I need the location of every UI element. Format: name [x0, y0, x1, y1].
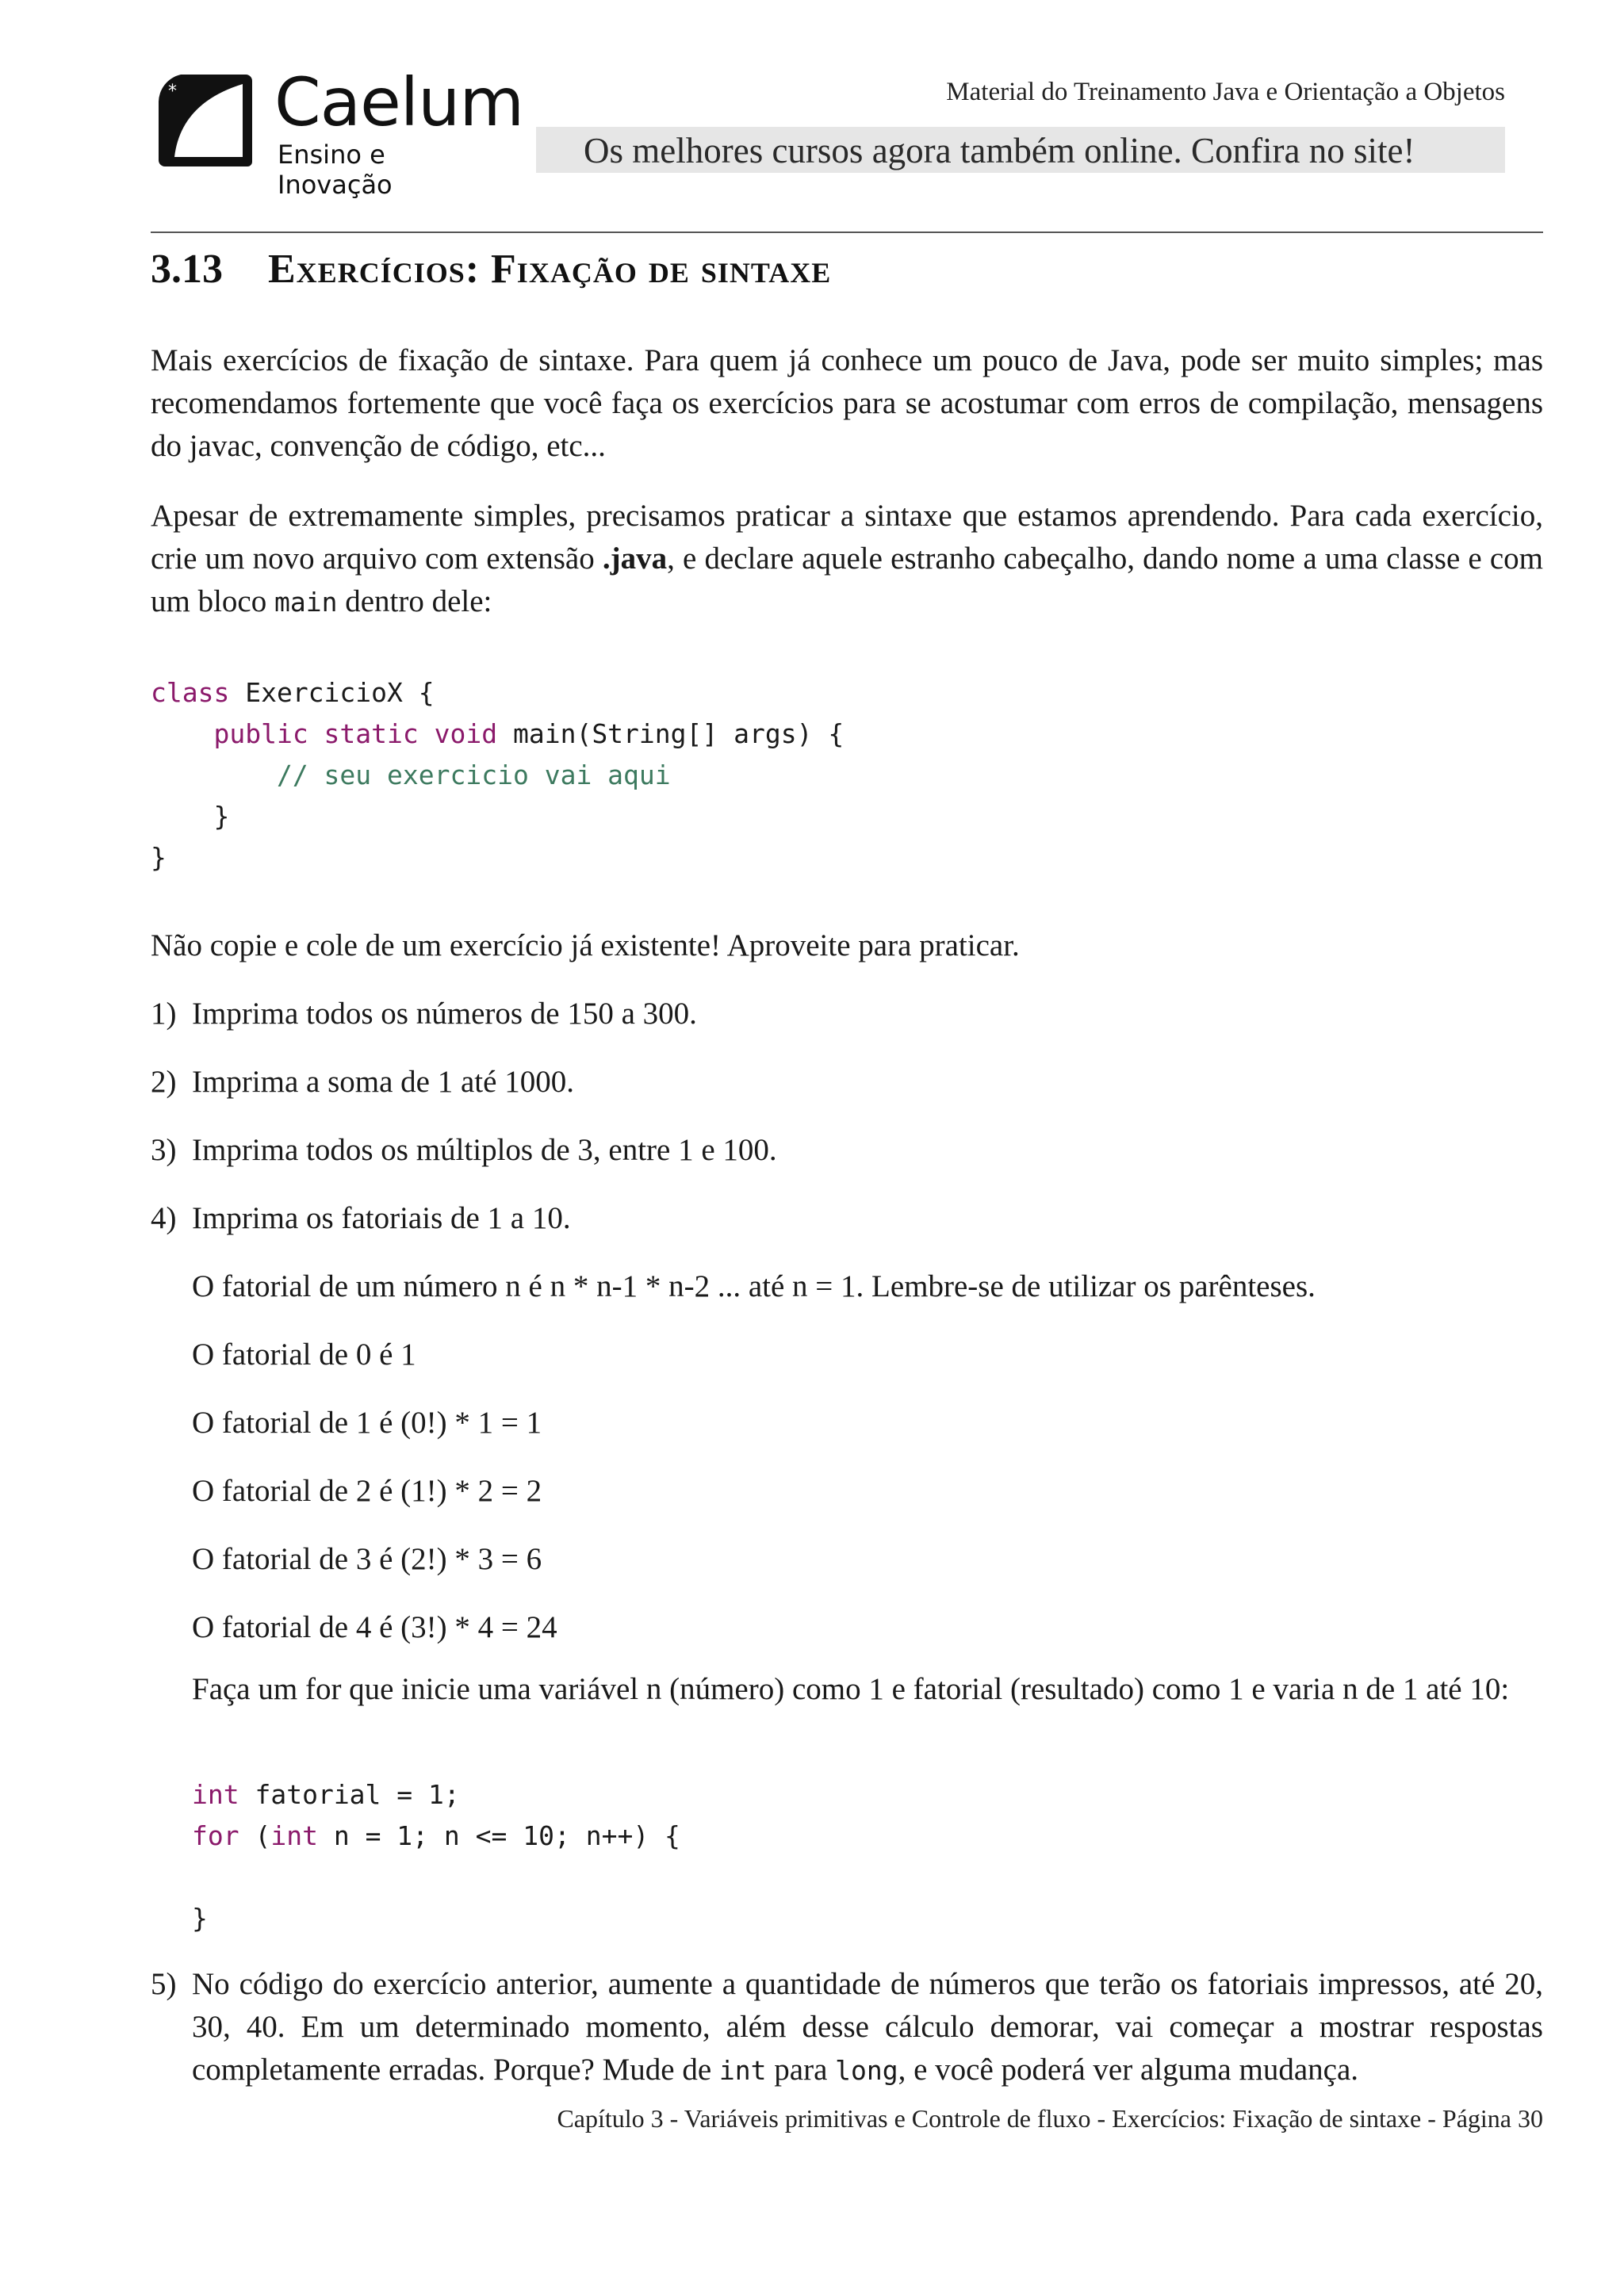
list-item-text: Imprima os fatoriais de 1 a 10.	[192, 1201, 571, 1235]
intro-p2-java-ext: .java	[602, 541, 668, 576]
intro-p2-main-code: main	[274, 587, 338, 618]
factorial-example-2: O fatorial de 2 é (1!) * 2 = 2	[192, 1474, 542, 1508]
code-text: ExercicioX {	[229, 677, 435, 708]
item5-text-a: No código do exercício anterior, aumente a quantidade de números que terão os fatoriais impressos, até 20, 30, 40. Em um determinado momento, além desse cálculo demorar, vai começar a mostrar respostas completamente erradas. Porque? Mude de	[192, 1967, 1543, 2087]
factorial-example-0: O fatorial de 0 é 1	[192, 1337, 416, 1372]
training-title: Material do Treinamento Java e Orientação a Objetos	[946, 78, 1505, 106]
list-marker: 4)	[151, 1201, 177, 1235]
list-marker: 5)	[151, 1967, 177, 2001]
code-text: fatorial = 1;	[239, 1779, 460, 1810]
list-item-text	[192, 1963, 1543, 2092]
code-text: main(String[] args) {	[497, 718, 845, 749]
code-keyword: int	[192, 1779, 239, 1810]
warning-text: Não copie e cole de um exercício já existente! Aproveite para praticar.	[151, 928, 1020, 962]
factorial-example-3: O fatorial de 3 é (2!) * 3 = 6	[192, 1542, 542, 1576]
list-marker: 1)	[151, 997, 177, 1031]
item5-code-long: long	[835, 2055, 898, 2086]
factorial-explanation: O fatorial de um número n é n * n-1 * n-2 ... até n = 1. Lembre-se de utilizar os parênteses.	[192, 1269, 1316, 1303]
intro-p2-text-b: , e declare aquele estranho cabeçalho, dando nome a uma classe e com um bloco	[151, 541, 1543, 618]
code-text: }	[213, 801, 230, 832]
logo-tagline: Ensino e Inovação	[278, 140, 393, 200]
code-keyword: for	[192, 1820, 239, 1851]
factorial-instruction: Faça um for que inicie uma variável n (número) como 1 e fatorial (resultado) como 1 e varia n de 1 até 10:	[192, 1672, 1510, 1706]
item5-code-int: int	[718, 2055, 767, 2086]
code-keyword: int	[270, 1820, 318, 1851]
code-text: (	[239, 1820, 271, 1851]
intro-p2-text-a: Apesar de extremamente simples, precisamos praticar a sintaxe que estamos aprendendo. Para cada exercício, crie um novo arquivo com extensão	[151, 499, 1543, 576]
code-keyword: public static void	[213, 718, 498, 749]
list-item-text: Imprima todos os múltiplos de 3, entre 1 e 100.	[192, 1133, 777, 1167]
list-marker: 3)	[151, 1133, 177, 1167]
list-item-text: Imprima a soma de 1 até 1000.	[192, 1065, 574, 1099]
code-block-class-template	[151, 672, 844, 878]
code-block-factorial-loop	[192, 1774, 680, 1939]
header-divider	[151, 232, 1543, 233]
logo-name: Caelum	[274, 63, 524, 141]
code-text: }	[192, 1903, 208, 1934]
item5-text-c: , e você poderá ver alguma mudança.	[898, 2053, 1359, 2087]
factorial-example-4: O fatorial de 4 é (3!) * 4 = 24	[192, 1610, 557, 1644]
intro-paragraph-2	[151, 495, 1543, 624]
page-footer: Capítulo 3 - Variáveis primitivas e Controle de fluxo - Exercícios: Fixação de sintaxe - Página 30	[557, 2104, 1543, 2133]
code-keyword: class	[151, 677, 230, 708]
code-text: n = 1; n <= 10; n++) {	[317, 1820, 680, 1851]
section-title: Exercícios: Fixação de sintaxe	[268, 247, 832, 292]
caelum-logo	[157, 63, 524, 200]
promo-banner	[536, 127, 1505, 173]
code-comment: // seu exercicio vai aqui	[276, 760, 671, 790]
code-text: }	[151, 842, 167, 873]
caelum-logo-icon	[157, 71, 254, 168]
item5-text-b: para	[766, 2053, 836, 2087]
factorial-example-1: O fatorial de 1 é (0!) * 1 = 1	[192, 1406, 542, 1440]
intro-p2-text-c: dentro dele:	[337, 584, 492, 618]
svg-text:*: *	[168, 82, 177, 101]
list-marker: 2)	[151, 1065, 177, 1099]
section-number: 3.13	[151, 247, 223, 292]
list-item-text: Imprima todos os números de 150 a 300.	[192, 997, 697, 1031]
section-heading	[151, 246, 831, 293]
intro-paragraph-1: Mais exercícios de fixação de sintaxe. Para quem já conhece um pouco de Java, pode ser muito simples; mas recomendamos fortemente que você faça os exercícios para se acostumar com erros de compilação, mensagens do javac, convenção de código, etc...	[151, 343, 1543, 463]
promo-banner-text: Os melhores cursos agora também online. Confira no site!	[584, 131, 1415, 170]
